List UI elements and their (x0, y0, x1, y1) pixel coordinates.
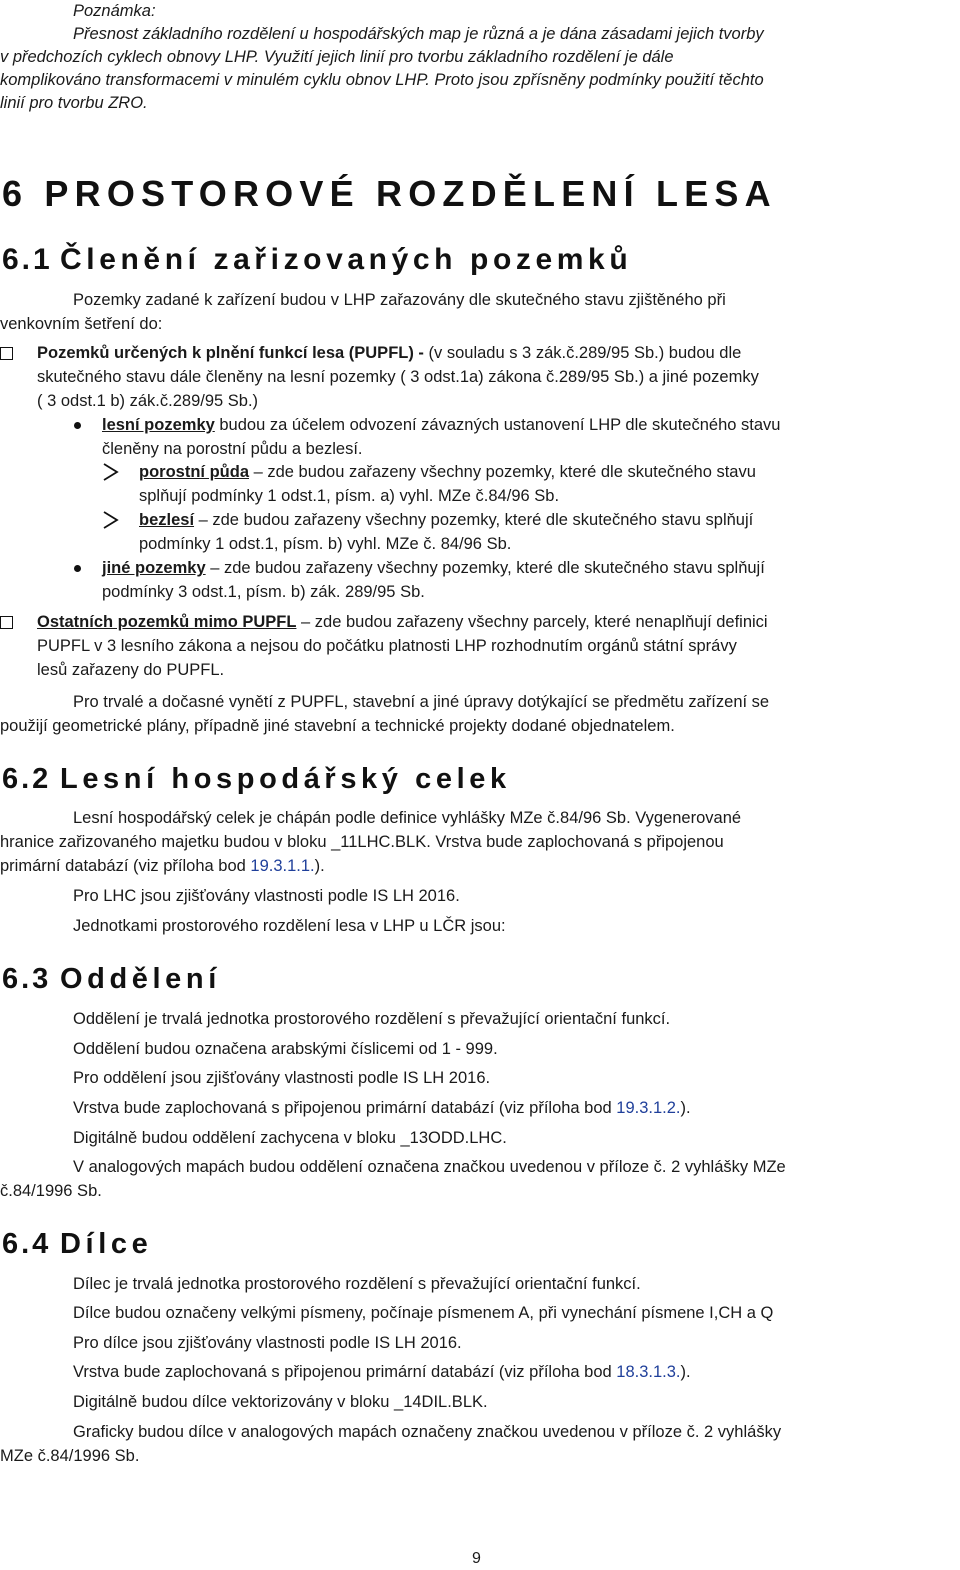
appendix-link[interactable]: 19.3.1.1. (250, 857, 315, 875)
paragraph-line: Dílce budou označeny velkými písmeny, počínaje písmenem A, při vynechání písmene I,CH a Q (73, 1304, 774, 1322)
section-number: 6.1 (2, 243, 53, 276)
paragraph-line: Digitálně budou dílce vektorizovány v bloku _14DIL.BLK. (73, 1393, 488, 1411)
lesni-pozemky-text: členěny na porostní půdu a bezlesí. (102, 440, 363, 458)
section-heading-6-2 (2, 763, 511, 796)
porostni-puda-text: – zde budou zařazeny všechny pozemky, které dle skutečného stavu (249, 463, 756, 481)
porostni-puda-item (139, 460, 956, 508)
section-number: 6.3 (2, 963, 52, 995)
lesni-pozemky-text: budou za účelem odvození závazných ustanovení LHP dle skutečného stavu (214, 416, 781, 434)
paragraph-text: Vrstva bude zaplochovaná s připojenou primární databází (viz příloha bod (73, 1363, 617, 1381)
section-heading-6-1 (2, 243, 632, 277)
paragraph-line (73, 1360, 691, 1384)
section-number: 6.2 (2, 763, 52, 795)
paragraph-line: použijí geometrické plány, případně jiné stavební a technické projekty dodané objednatelem. (0, 717, 675, 735)
note-line: v předchozích cyklech obnovy LHP. Využití jejich linií pro tvorbu základního rozdělení je dále (0, 48, 674, 66)
pupfl-item (37, 341, 956, 413)
bezlesi-text: – zde budou zařazeny všechny pozemky, které dle skutečného stavu splňují (194, 511, 754, 529)
bullet-dot-icon (74, 565, 81, 572)
lesni-pozemky-term: lesní pozemky (102, 416, 215, 434)
ostatni-pozemky-text: PUPFL v 3 lesního zákona a nejsou do počátku platnosti LHP rozhodnutím orgánů státní správy (37, 637, 737, 655)
arrow-bullet-icon (102, 510, 120, 530)
note-block (0, 0, 956, 115)
note-label: Poznámka: (73, 2, 156, 20)
paragraph-line (0, 854, 956, 878)
bezlesi-text: podmínky 1 odst.1, písm. b) vyhl. MZe č. 84/96 Sb. (139, 535, 512, 553)
bezlesi-term: bezlesí (139, 511, 195, 529)
lesni-pozemky-item (102, 413, 956, 461)
paragraph-line: Oddělení je trvalá jednotka prostorového rozdělení s převažující orientační funkcí. (73, 1010, 671, 1028)
pupfl-text: ( 3 odst.1 b) zák.č.289/95 Sb.) (37, 392, 259, 410)
ostatni-pozemky-item (37, 610, 956, 682)
jine-pozemky-text: – zde budou zařazeny všechny pozemky, které dle skutečného stavu splňují (205, 559, 765, 577)
appendix-link[interactable]: 18.3.1.3. (616, 1363, 681, 1381)
paragraph-text: ). (680, 1099, 691, 1117)
porostni-puda-term: porostní půda (139, 463, 249, 481)
paragraph-line: Graficky budou dílce v analogových mapách označeny značkou uvedenou v příloze č. 2 vyhlášky (73, 1423, 782, 1441)
paragraph-line: Pro LHC jsou zjišťovány vlastnosti podle IS LH 2016. (73, 887, 460, 905)
note-line: komplikováno transformacemi v minulém cyklu obnov LHP. Proto jsou zpřísněny podmínky použití těchto (0, 71, 764, 89)
pupfl-text: skutečného stavu dále členěny na lesní pozemky ( 3 odst.1a) zákona č.289/95 Sb.) a jiné pozemky (37, 368, 759, 386)
chapter-heading: 6 PROSTOROVÉ ROZDĚLENÍ LESA (2, 173, 777, 214)
note-line: linií pro tvorbu ZRO. (0, 94, 148, 112)
jine-pozemky-item (102, 556, 956, 604)
paragraph-text: Vrstva bude zaplochovaná s připojenou primární databází (viz příloha bod (73, 1099, 617, 1117)
section-number: 6.4 (2, 1228, 52, 1260)
paragraph-line: hranice zařizovaného majetku budou v bloku _11LHC.BLK. Vrstva bude zaplochovaná s připojenou (0, 833, 724, 851)
paragraph-line (73, 1096, 691, 1120)
jine-pozemky-text: podmínky 3 odst.1, písm. b) zák. 289/95 Sb. (102, 583, 425, 601)
section-title: Dílce (60, 1228, 153, 1260)
ostatni-pozemky-text: – zde budou zařazeny všechny parcely, které nenaplňují definici (296, 613, 768, 631)
section-title: Oddělení (60, 963, 221, 995)
paragraph-line: Pro oddělení jsou zjišťovány vlastnosti podle IS LH 2016. (73, 1069, 491, 1087)
paragraph-line: Pozemky zadané k zařízení budou v LHP zařazovány dle skutečného stavu zjištěného při (73, 291, 726, 309)
section-heading-6-4 (2, 1228, 152, 1261)
paragraph-line: Dílec je trvalá jednotka prostorového rozdělení s převažující orientační funkcí. (73, 1275, 641, 1293)
paragraph-line: V analogových mapách budou oddělení označena značkou uvedenou v příloze č. 2 vyhlášky MZe (73, 1158, 786, 1176)
ostatni-pozemky-text: lesů zařazeny do PUPFL. (37, 661, 225, 679)
paragraph-line: MZe č.84/1996 Sb. (0, 1447, 140, 1465)
paragraph-line: venkovním šetření do: (0, 315, 163, 333)
bullet-dot-icon (74, 422, 81, 429)
paragraph-line: Digitálně budou oddělení zachycena v bloku _13ODD.LHC. (73, 1129, 507, 1147)
paragraph-line: Oddělení budou označena arabskými číslicemi od 1 - 999. (73, 1040, 498, 1058)
paragraph-line: č.84/1996 Sb. (0, 1182, 102, 1200)
appendix-link[interactable]: 19.3.1.2. (616, 1099, 681, 1117)
jine-pozemky-term: jiné pozemky (102, 559, 206, 577)
paragraph-line: Lesní hospodářský celek je chápán podle definice vyhlášky MZe č.84/96 Sb. Vygenerované (73, 809, 742, 827)
paragraph-text: ). (314, 857, 325, 875)
ostatni-pozemky-term: Ostatních pozemků mimo PUPFL (37, 613, 297, 631)
section-heading-6-3 (2, 963, 221, 996)
paragraph-line: Pro dílce jsou zjišťovány vlastnosti podle IS LH 2016. (73, 1334, 462, 1352)
pupfl-term: Pozemků určených k plnění funkcí lesa (PUPFL) - (37, 344, 424, 362)
arrow-bullet-icon (102, 462, 120, 482)
section-title: Lesní hospodářský celek (60, 763, 511, 795)
porostni-puda-text: splňují podmínky 1 odst.1, písm. a) vyhl. MZe č.84/96 Sb. (139, 487, 560, 505)
note-line: Přesnost základního rozdělení u hospodářských map je různá a je dána zásadami jejich tvorby (73, 25, 764, 43)
bezlesi-item (139, 508, 956, 556)
section-title: Členění zařizovaných pozemků (60, 243, 633, 276)
paragraph-text: ). (680, 1363, 691, 1381)
checkbox-bullet-icon (0, 347, 13, 360)
page-number: 9 (472, 1550, 481, 1567)
checkbox-bullet-icon (0, 616, 13, 629)
paragraph-line: Jednotkami prostorového rozdělení lesa v LHP u LČR jsou: (73, 917, 506, 935)
paragraph-line: Pro trvalé a dočasné vynětí z PUPFL, stavební a jiné úpravy dotýkající se předmětu zařízení se (73, 693, 770, 711)
pupfl-text: (v souladu s 3 zák.č.289/95 Sb.) budou dle (423, 344, 742, 362)
paragraph-text: primární databází (viz příloha bod (0, 857, 251, 875)
